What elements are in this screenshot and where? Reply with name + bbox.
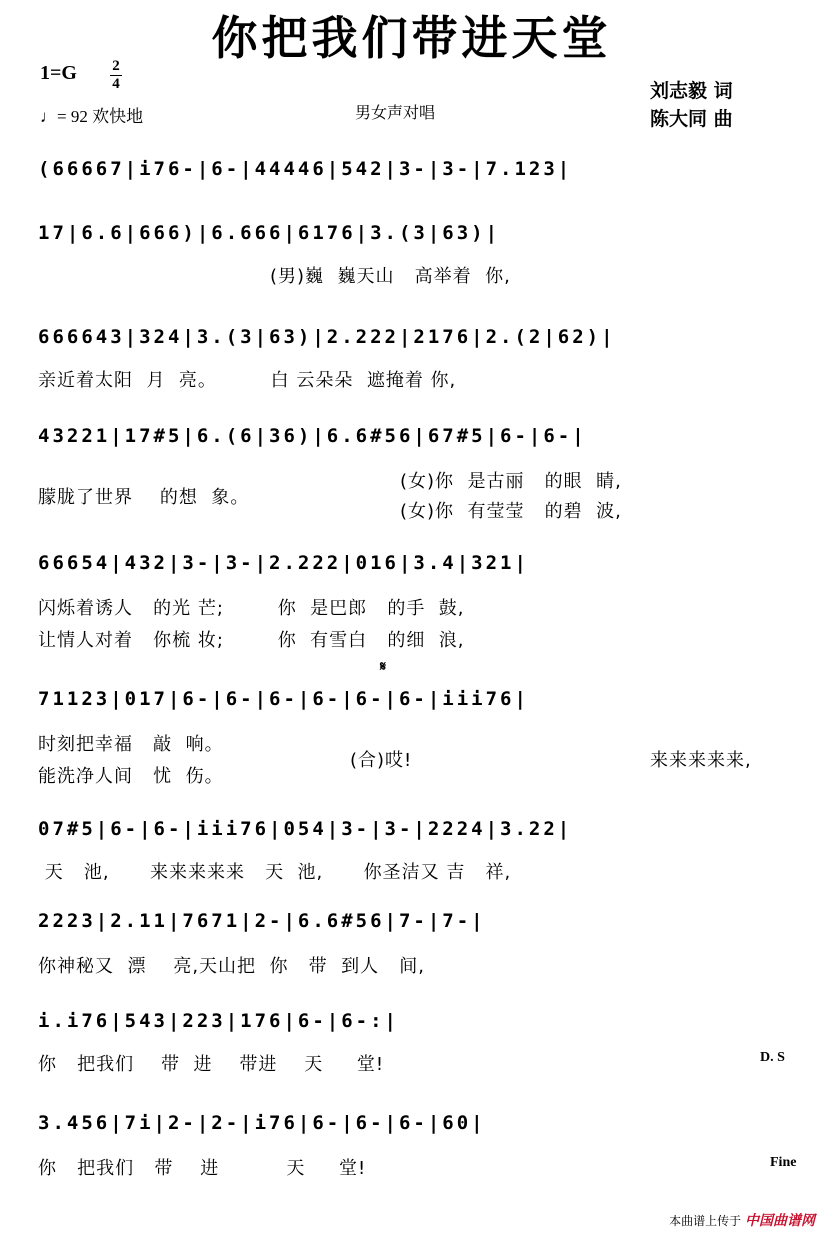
time-signature-bottom: 4 bbox=[112, 76, 120, 92]
notation-line: 66654|432|3-|3-|2.222|016|3.4|321| bbox=[38, 552, 529, 574]
fine-mark: Fine bbox=[770, 1155, 797, 1170]
lyric-line: 来来来来来, bbox=[650, 750, 752, 771]
lyric-line: 你 把我们 带 进 带进 天 堂! bbox=[38, 1054, 385, 1075]
lyric-line: (男)巍 巍天山 高举着 你, bbox=[270, 266, 511, 287]
lyric-line: (合)哎! bbox=[350, 750, 413, 771]
notation-line: 666643|324|3.(3|63)|2.222|2176|2.(2|62)| bbox=[38, 326, 616, 348]
lyric-line: 天 池, 来来来来来 天 池, 你圣洁又 吉 祥, bbox=[38, 862, 512, 883]
lyric-line: 能洗净人间 忧 伤。 bbox=[38, 766, 224, 787]
performance-style: 男女声对唱 bbox=[355, 103, 436, 122]
notation-line: 3.456|7i|2-|2-|i76|6-|6-|6-|60| bbox=[38, 1112, 486, 1134]
notation-line: 17|6.6|666)|6.666|6176|3.(3|63)| bbox=[38, 222, 501, 244]
ds-mark: D. S bbox=[760, 1050, 785, 1065]
time-signature-top: 2 bbox=[112, 58, 120, 74]
lyric-line: (女)你 是古丽 的眼 睛, bbox=[400, 471, 622, 492]
lyric-line: 让情人对着 你梳 妆; 你 有雪白 的细 浪, bbox=[38, 630, 465, 651]
footer-brand: 中国曲谱网 bbox=[745, 1213, 815, 1229]
lyric-line: 你神秘又 漂 亮,天山把 你 带 到人 间, bbox=[38, 956, 425, 977]
lyric-line: 你 把我们 带 进 天 堂! bbox=[38, 1158, 367, 1179]
footer-text: 本曲谱上传于 bbox=[669, 1214, 742, 1228]
notation-line: 71123|017|6-|6-|6-|6-|6-|6-|iii76| bbox=[38, 688, 529, 710]
lyric-line: 时刻把幸福 敲 响。 bbox=[38, 734, 224, 755]
page-title: 你把我们带进天堂 bbox=[211, 11, 612, 65]
time-signature bbox=[110, 58, 122, 93]
tempo-marking: ♩= 92 欢快地 bbox=[40, 107, 144, 126]
key-signature: 1=G bbox=[40, 62, 77, 84]
notation-line: 43221|17#5|6.(6|36)|6.6#56|67#5|6-|6-| bbox=[38, 425, 587, 447]
lyric-line: (女)你 有莹莹 的碧 波, bbox=[400, 501, 622, 522]
lyricist-credit: 刘志毅 词 bbox=[650, 80, 733, 102]
notation-line: 2223|2.11|7671|2-|6.6#56|7-|7-| bbox=[38, 910, 486, 932]
segno-mark: 𝄋 bbox=[380, 660, 387, 675]
notation-line: (66667|i76-|6-|44446|542|3-|3-|7.123| bbox=[38, 158, 573, 180]
lyric-line: 朦胧了世界 的想 象。 bbox=[38, 487, 250, 508]
footer-credit bbox=[669, 1210, 815, 1230]
lyric-line: 亲近着太阳 月 亮。 白 云朵朵 遮掩着 你, bbox=[38, 370, 457, 391]
notation-line: 07#5|6-|6-|iii76|054|3-|3-|2224|3.22| bbox=[38, 818, 573, 840]
notation-line: i.i76|543|223|176|6-|6-:| bbox=[38, 1010, 399, 1032]
composer-credit: 陈大同 曲 bbox=[650, 108, 733, 130]
lyric-line: 闪烁着诱人 的光 芒; 你 是巴郎 的手 鼓, bbox=[38, 598, 465, 619]
